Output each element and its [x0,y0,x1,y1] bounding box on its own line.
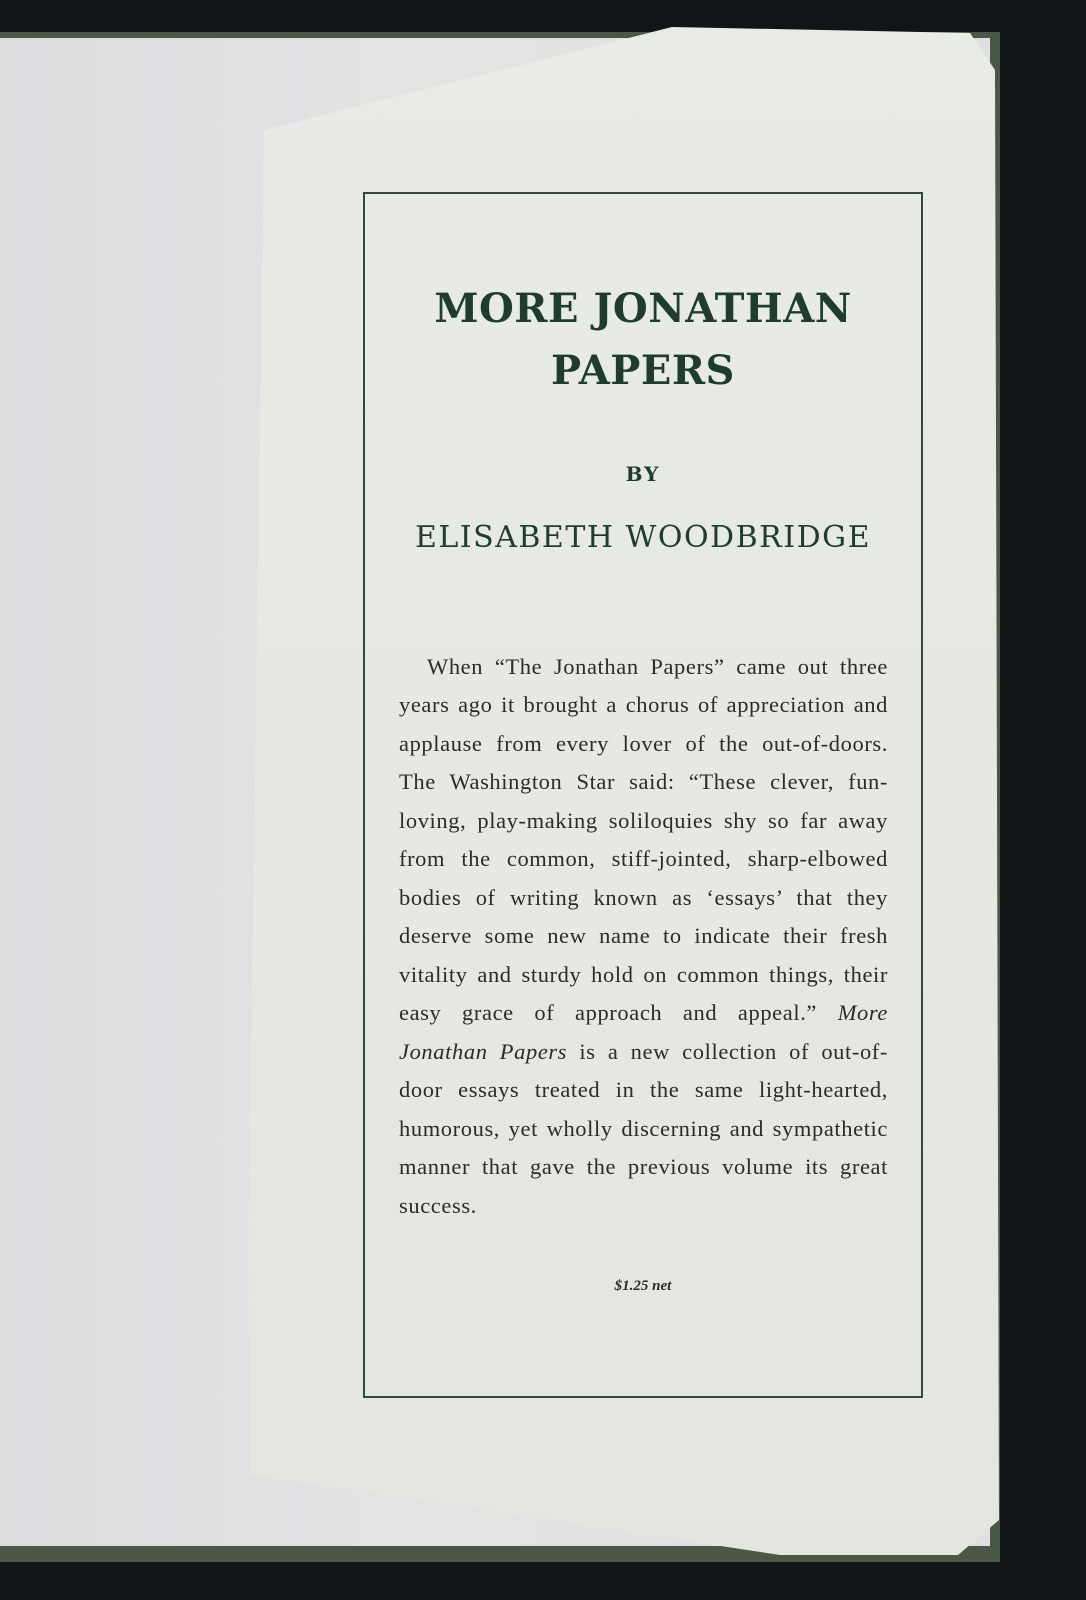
price-label: $1.25 net [614,1278,672,1294]
blurb-paragraph [399,648,888,1226]
author-name: ELISABETH WOODBRIDGE [414,520,872,555]
title-line-1: MORE JONATHAN [434,285,852,332]
title-line-2: PAPERS [551,347,735,394]
blurb-text-2: is a new collection of out-of-door essays treated in the same light-hearted, humorous, yet wholly discerning and sympathetic manner that gave the previous volume its great success. [399,1038,888,1218]
by-line: BY [625,462,661,486]
blurb-book-title: More Jonathan Papers [399,1000,888,1064]
blurb-text-1: When “The Jonathan Papers” came out three years ago it brought a chorus of appreciation and applause from every lover of the out-of-doors. The Washington Star said: “These clever, fun-loving, play-making soliloquies shy so far away from the common, stiff-jointed, sharp-elbowed bodies of writing known as ‘essays’ that they deserve some new name to indicate their fresh vitality and sturdy hold on common things, their easy grace of approach and appeal.” [399,653,888,1025]
book-title [363,278,923,402]
